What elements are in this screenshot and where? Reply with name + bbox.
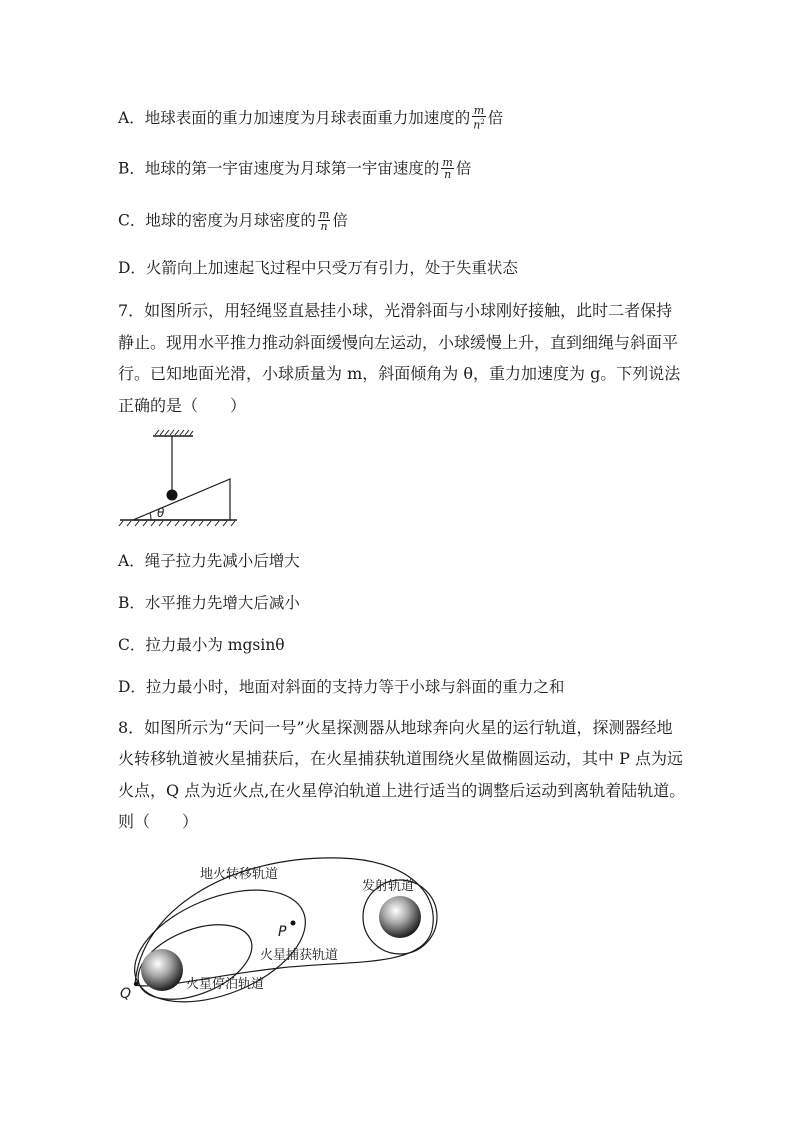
ball [167, 490, 178, 501]
ceiling-hatch [155, 430, 193, 435]
q7-stem-line-1: 7．如图所示，用轻绳竖直悬挂小球，光滑斜面与小球刚好接触，此时二者保持 [118, 301, 673, 320]
fraction-m-over-n: $\frac{m}{n}$ [318, 208, 330, 233]
label-q: Q [120, 986, 132, 1002]
point-p [291, 921, 296, 926]
q6-option-a-prefix: A．地球表面的重力加速度为月球表面重力加速度的 [118, 108, 471, 127]
q7-figure-incline [115, 428, 245, 528]
q8-figure-orbits [110, 850, 460, 1010]
q7-stem-line-3: 行。已知地面光滑，小球质量为 m，斜面倾角为 θ，重力加速度为 g。下列说法 [118, 364, 681, 383]
q8-stem-line-3: 火点，Q 点为近火点,在火星停泊轨道上进行适当的调整后运动到离轨着陆轨道。 [118, 781, 686, 800]
ground-hatch [119, 521, 235, 526]
q6-option-a [118, 106, 503, 132]
q8-stem-line-2: 火转移轨道被火星捕获后，在火星捕获轨道围绕火星做椭圆运动，其中 P 点为远 [118, 749, 683, 768]
q8-stem-line-1: 8．如图所示为“天问一号”火星探测器从地球奔向火星的运行轨道，探测器经地 [118, 718, 673, 737]
q7-option-b: B．水平推力先增大后减小 [118, 594, 300, 612]
q6-option-d: D．火箭向上加速起飞过程中只受万有引力，处于失重状态 [118, 259, 518, 277]
point-q [134, 982, 138, 986]
theta-label: θ [157, 506, 165, 520]
earth-planet [379, 896, 421, 938]
q6-option-a-suffix: 倍 [487, 108, 504, 127]
angle-arc [150, 513, 151, 520]
incline-wedge [133, 479, 230, 520]
fraction-m-over-n: $\frac{m}{n}$ [442, 156, 453, 181]
q7-stem-line-2: 静止。现用水平推力推动斜面缓慢向左运动，小球缓慢上升，直到细绳与斜面平 [118, 333, 679, 352]
mars-planet [141, 949, 183, 991]
q8-stem-line-4: 则（ ） [118, 812, 199, 831]
q7-stem-line-4: 正确的是（ ） [118, 396, 247, 415]
label-capture-orbit: 火星捕获轨道 [260, 948, 339, 963]
label-parking-orbit: 火星停泊轨道 [186, 977, 265, 992]
q6-option-c-prefix: C．地球的密度为月球密度的 [118, 211, 316, 230]
q7-option-c: C．拉力最小为 mgsinθ [118, 636, 285, 654]
q6-option-c-suffix: 倍 [332, 211, 348, 230]
fraction-m-over-n-squared: $\frac{m}{n^2}$ [473, 104, 485, 132]
q7-option-a: A．绳子拉力先减小后增大 [118, 552, 300, 570]
label-transfer-orbit: 地火转移轨道 [200, 867, 279, 882]
label-p: P [278, 924, 287, 940]
q6-option-b [118, 158, 471, 181]
label-launch-orbit: 发射轨道 [362, 879, 415, 894]
q7-option-d: D．拉力最小时，地面对斜面的支持力等于小球与斜面的重力之和 [118, 678, 565, 696]
q6-option-b-suffix: 倍 [455, 159, 472, 178]
q6-option-b-prefix: B．地球的第一宇宙速度为月球第一宇宙速度的 [118, 159, 440, 178]
q6-option-c [118, 210, 348, 233]
